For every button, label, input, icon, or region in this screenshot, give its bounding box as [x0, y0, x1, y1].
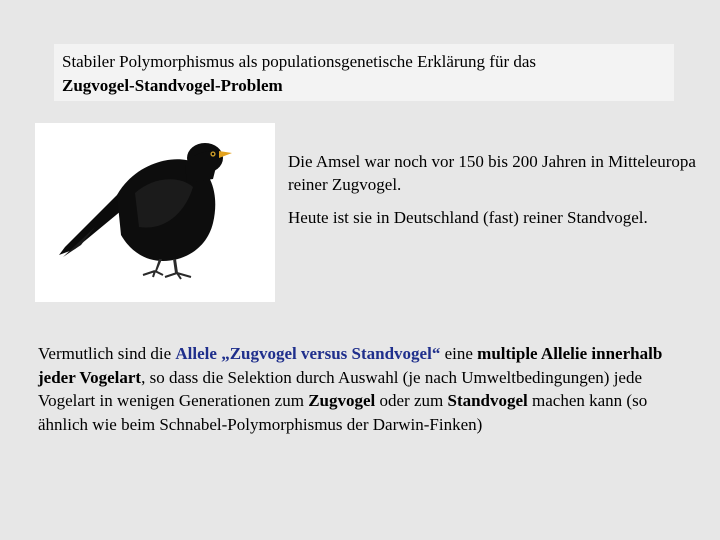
- body-paragraph: [38, 342, 678, 436]
- title-line-2: Zugvogel-Standvogel-Problem: [62, 76, 283, 95]
- body-bold-standvogel: Standvogel: [447, 391, 528, 410]
- body-text-2: eine: [440, 344, 478, 363]
- body-highlight-allele: Allele „Zugvogel versus Standvogel“: [175, 344, 441, 363]
- slide-title: [54, 44, 674, 101]
- side-text: [288, 150, 698, 239]
- body-text-3: , so dass die Selektion durch Auswahl (je nach Umweltbedingungen) jede Vogelart in wenigen Generationen zum: [38, 367, 643, 410]
- blackbird-icon: [35, 123, 275, 302]
- side-paragraph-1: Die Amsel war noch vor 150 bis 200 Jahren in Mitteleuropa reiner Zugvogel.: [288, 152, 696, 194]
- blackbird-image: [35, 123, 275, 302]
- body-bold-zugvogel: Zugvogel: [308, 391, 376, 410]
- body-text-1: Vermutlich sind die: [38, 344, 176, 363]
- body-text-5: machen kann (so ähnlich wie beim Schnabel-Polymorphismus der Darwin-Finken): [38, 391, 648, 434]
- body-text-4: oder zum: [375, 391, 448, 410]
- title-line-1: Stabiler Polymorphismus als populationsgenetische Erklärung für das: [62, 52, 537, 71]
- body-bold-multiple-allelie: multiple Allelie innerhalb jeder Vogelart: [38, 344, 663, 387]
- side-paragraph-2: Heute ist sie in Deutschland (fast) reiner Standvogel.: [288, 208, 648, 227]
